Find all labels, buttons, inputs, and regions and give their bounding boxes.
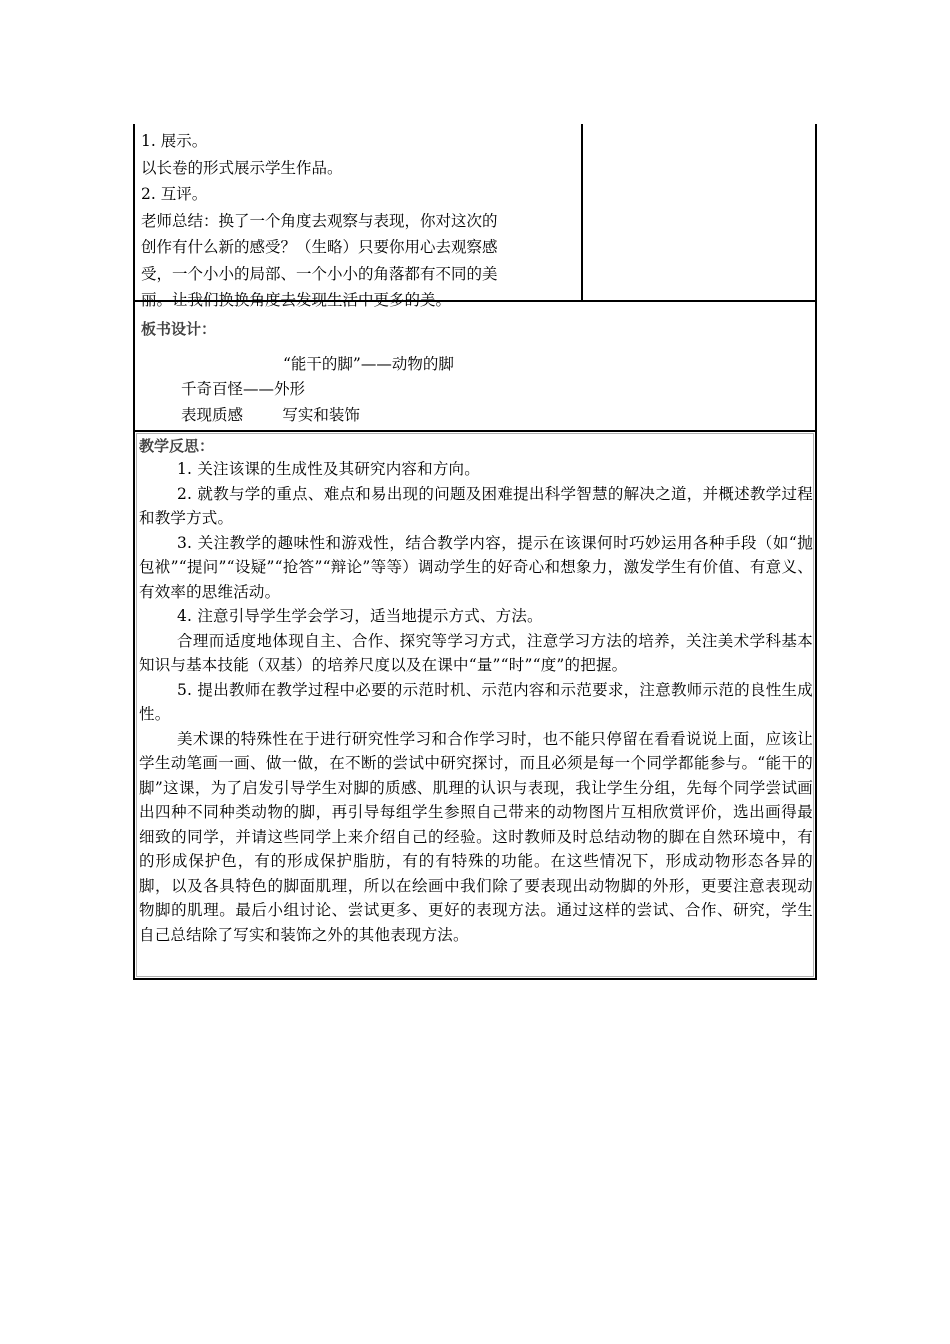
continued-section-content [141,128,577,314]
reflection-paragraph: 2. 就教与学的重点、难点和易出现的问题及困难提出科学智慧的解决之道，并概述教学过程和教学方式。 [139,484,813,527]
column-divider [581,124,583,300]
reflection-heading: 教学反思： [139,437,215,455]
board-line-shape: 千奇百怪——外形 [181,380,306,398]
board-line-texture: 表现质感 写实和装饰 [181,406,360,424]
reflection-paragraph: 1. 关注该课的生成性及其研究内容和方向。 [177,460,480,478]
content-line: 以长卷的形式展示学生作品。 [141,158,343,177]
reflection-paragraph: 5. 提出教师在教学过程中必要的示范时机、示范内容和示范要求，注意教师示范的良性生成性。 [139,680,813,723]
board-design-heading: 板书设计： [141,320,217,338]
content-line: 丽。让我们换换角度去发现生活中更多的美。 [141,291,452,309]
content-line: 创作有什么新的感受？（生略）只要你用心去观察感 [141,238,498,256]
reflection-paragraph: 3. 关注教学的趣味性和游戏性，结合教学内容，提示在该课何时巧妙运用各种手段（如“抛包袱”“提问”“设疑”“抢答”“辩论”等等）调动学生的好奇心和想象力，激发学生有价值、有意义、有效率的思维活动。 [139,533,813,601]
board-title: “能干的脚”——动物的脚 [283,355,454,373]
content-line: 2. 互评。 [141,185,208,203]
lesson-plan-table [133,124,817,980]
content-line: 1. 展示。 [141,132,208,150]
reflection-paragraph: 美术课的特殊性在于进行研究性学习和合作学习时，也不能只停留在看看说说上面，应该让学生动笔画一画、做一做，在不断的尝试中研究探讨，而且必须是每一个同学都能参与。“能干的脚”这课，为了启发引导学生对脚的质感、肌理的认识与表现，我让学生分组，先每个同学尝试画出四种不同种类动物的脚，再引导每组学生参照自己带来的动物图片互相欣赏评价，选出画得最细致的同学，并请这些同学上来介绍自己的经验。这时教师及时总结动物的脚在自然环境中，有的形成保护色，有的形成保护脂肪，有的有特殊的功能。在这些情况下，形成动物形态各异的脚，以及各具特色的脚面肌理，所以在绘画中我们除了要表现出动物脚的外形，更要注意表现动物脚的肌理。最后小组讨论、尝试更多、更好的表现方法。通过这样的尝试、合作、研究，学生自己总结除了写实和装饰之外的其他表现方法。 [139,729,813,944]
content-line: 老师总结：换了一个角度去观察与表现，你对这次的 [141,211,498,230]
board-design-row [133,300,817,430]
content-line: 受，一个小小的局部、一个小小的角落都有不同的美 [141,264,498,283]
reflection-paragraph: 4. 注意引导学生学会学习，适当地提示方式、方法。 [177,607,543,625]
continued-section-row [133,124,817,309]
reflection-paragraph: 合理而适度地体现自主、合作、探究等学习方式，注意学习方法的培养，关注美术学科基本知识与基本技能（双基）的培养尺度以及在课中“量”“时”“度”的把握。 [139,631,813,674]
reflection-row [133,430,817,980]
